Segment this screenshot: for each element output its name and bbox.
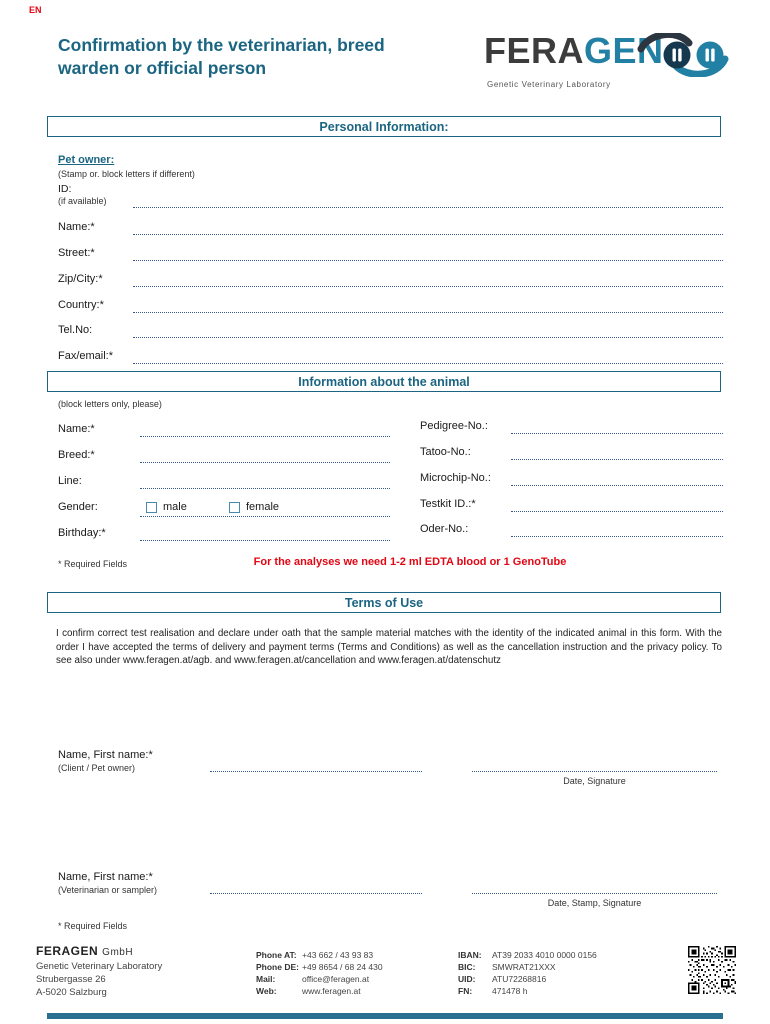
testkit-id-field-line[interactable]: [511, 511, 723, 512]
zip-city-label: Zip/City:*: [58, 273, 103, 285]
footer-company-line1: Genetic Veterinary Laboratory: [36, 961, 163, 972]
breed-label: Breed:*: [58, 449, 95, 461]
female-option-label: female: [246, 501, 280, 513]
page-title-line1: Confirmation by the veterinarian, breed: [58, 35, 385, 55]
qr-code: [688, 946, 736, 994]
section-header-personal-information-label: Personal Information:: [319, 119, 449, 134]
client-name-label: Name, First name:*: [58, 749, 153, 761]
terms-body-text: I confirm correct test realisation and declare under oath that the sample material matches with the identity of the indicated animal in this form. With the order I have accepted the terms of delivery and payment terms (Terms and Conditions) as well as the cancellation instruction and the privacy policy. To see also under www.feragen.at/agb. and www.feragen.at/cancellation and www.feragen.at/datenschutz: [56, 628, 722, 667]
required-fields-note-terms: * Required Fields: [58, 921, 128, 931]
footer-mail-value[interactable]: office@feragen.at: [302, 974, 370, 984]
veterinarian-date-signature-line[interactable]: [472, 893, 717, 894]
block-letters-note: (block letters only, please): [58, 399, 162, 409]
footer-phone-de-label: Phone DE:: [256, 962, 299, 972]
veterinarian-name-signature-line[interactable]: [210, 893, 422, 894]
oder-no-field-line[interactable]: [511, 536, 723, 537]
footer-phone-at-value: +43 662 / 43 93 83: [302, 950, 374, 960]
gender-label: Gender:: [58, 501, 98, 513]
male-option-label: male: [163, 501, 187, 513]
footer-company-line3: A-5020 Salzburg: [36, 987, 107, 998]
testkit-id-label: Testkit ID.:*: [420, 498, 476, 510]
footer-uid-value: ATU72268816: [492, 974, 547, 984]
logo-text-fera: FERA: [484, 30, 584, 71]
footer-uid-label: UID:: [458, 974, 476, 984]
fax-email-label: Fax/email:*: [58, 350, 114, 362]
section-header-personal-information: [47, 116, 721, 137]
veterinarian-date-signature-caption: Date, Stamp, Signature: [547, 898, 642, 908]
birthday-label: Birthday:*: [58, 527, 106, 539]
country-label: Country:*: [58, 299, 104, 311]
animal-name-label: Name:*: [58, 423, 95, 435]
footer-bic-label: BIC:: [458, 962, 476, 972]
bottom-divider-bar: [47, 1013, 723, 1019]
female-checkbox[interactable]: [229, 502, 240, 513]
id-label: ID:: [58, 183, 72, 195]
section-header-terms-label: Terms of Use: [344, 595, 424, 610]
dna-icon: [637, 33, 729, 77]
footer-brand: [36, 944, 133, 958]
footer-iban-value: AT39 2033 4010 0000 0156: [492, 950, 597, 960]
edta-blood-note: For the analyses we need 1-2 ml EDTA blood or 1 GenoTube: [253, 556, 567, 568]
veterinarian-name-label: Name, First name:*: [58, 871, 153, 883]
pet-owner-label: Pet owner:: [58, 154, 115, 166]
name-field-line[interactable]: [133, 234, 723, 235]
line-label: Line:: [58, 475, 82, 487]
street-label: Street:*: [58, 247, 95, 259]
pedigree-no-label: Pedigree-No.:: [420, 420, 488, 432]
name-label: Name:*: [58, 221, 95, 233]
footer-bic-value: SMWRAT21XXX: [492, 962, 556, 972]
animal-name-field-line[interactable]: [140, 436, 390, 437]
microchip-no-label: Microchip-No.:: [420, 472, 491, 484]
gender-field-line[interactable]: [140, 516, 390, 517]
tel-no-label: Tel.No:: [58, 324, 93, 336]
tatoo-no-label: Tatoo-No.:: [420, 446, 471, 458]
veterinarian-role-note: (Veterinarian or sampler): [58, 885, 158, 895]
page-title: [58, 34, 488, 80]
footer-fn-value: 471478 h: [492, 986, 528, 996]
footer-brand-wordmark: FERAGEN: [36, 944, 99, 958]
client-name-signature-line[interactable]: [210, 771, 422, 772]
footer-brand-suffix: GmbH: [102, 947, 134, 958]
section-header-animal-label: Information about the animal: [298, 374, 470, 389]
pedigree-no-field-line[interactable]: [511, 433, 723, 434]
footer-web-value[interactable]: www.feragen.at: [302, 986, 361, 996]
client-role-note: (Client / Pet owner): [58, 763, 136, 773]
tatoo-no-field-line[interactable]: [511, 459, 723, 460]
section-header-terms: [47, 592, 721, 613]
page-title-line2: warden or official person: [58, 58, 267, 79]
line-field-line[interactable]: [140, 488, 390, 489]
footer-iban-label: IBAN:: [458, 950, 482, 960]
zip-city-field-line[interactable]: [133, 286, 723, 287]
footer-company-line2: Strubergasse 26: [36, 974, 106, 985]
footer-phone-de-value: +49 8654 / 68 24 430: [302, 962, 383, 972]
footer-web-label: Web:: [256, 986, 277, 996]
country-field-line[interactable]: [133, 312, 723, 313]
pet-owner-note: (Stamp or. block letters if different): [58, 169, 195, 179]
oder-no-label: Oder-No.:: [420, 523, 469, 535]
logo-tagline: Genetic Veterinary Laboratory: [487, 80, 611, 89]
logo-text-gen: GEN: [584, 30, 664, 71]
male-checkbox[interactable]: [146, 502, 157, 513]
footer-fn-label: FN:: [458, 986, 473, 996]
birthday-field-line[interactable]: [140, 540, 390, 541]
breed-field-line[interactable]: [140, 462, 390, 463]
footer-mail-label: Mail:: [256, 974, 276, 984]
section-header-animal: [47, 371, 721, 392]
microchip-no-field-line[interactable]: [511, 485, 723, 486]
id-note: (if available): [58, 196, 107, 206]
required-fields-note-animal: * Required Fields: [58, 559, 128, 569]
id-field-line[interactable]: [133, 207, 723, 208]
client-date-signature-caption: Date, Signature: [563, 776, 626, 786]
client-date-signature-line[interactable]: [472, 771, 717, 772]
fax-email-field-line[interactable]: [133, 363, 723, 364]
tel-no-field-line[interactable]: [133, 337, 723, 338]
footer-phone-at-label: Phone AT:: [256, 950, 297, 960]
corner-language-tag: EN: [29, 5, 42, 15]
street-field-line[interactable]: [133, 260, 723, 261]
